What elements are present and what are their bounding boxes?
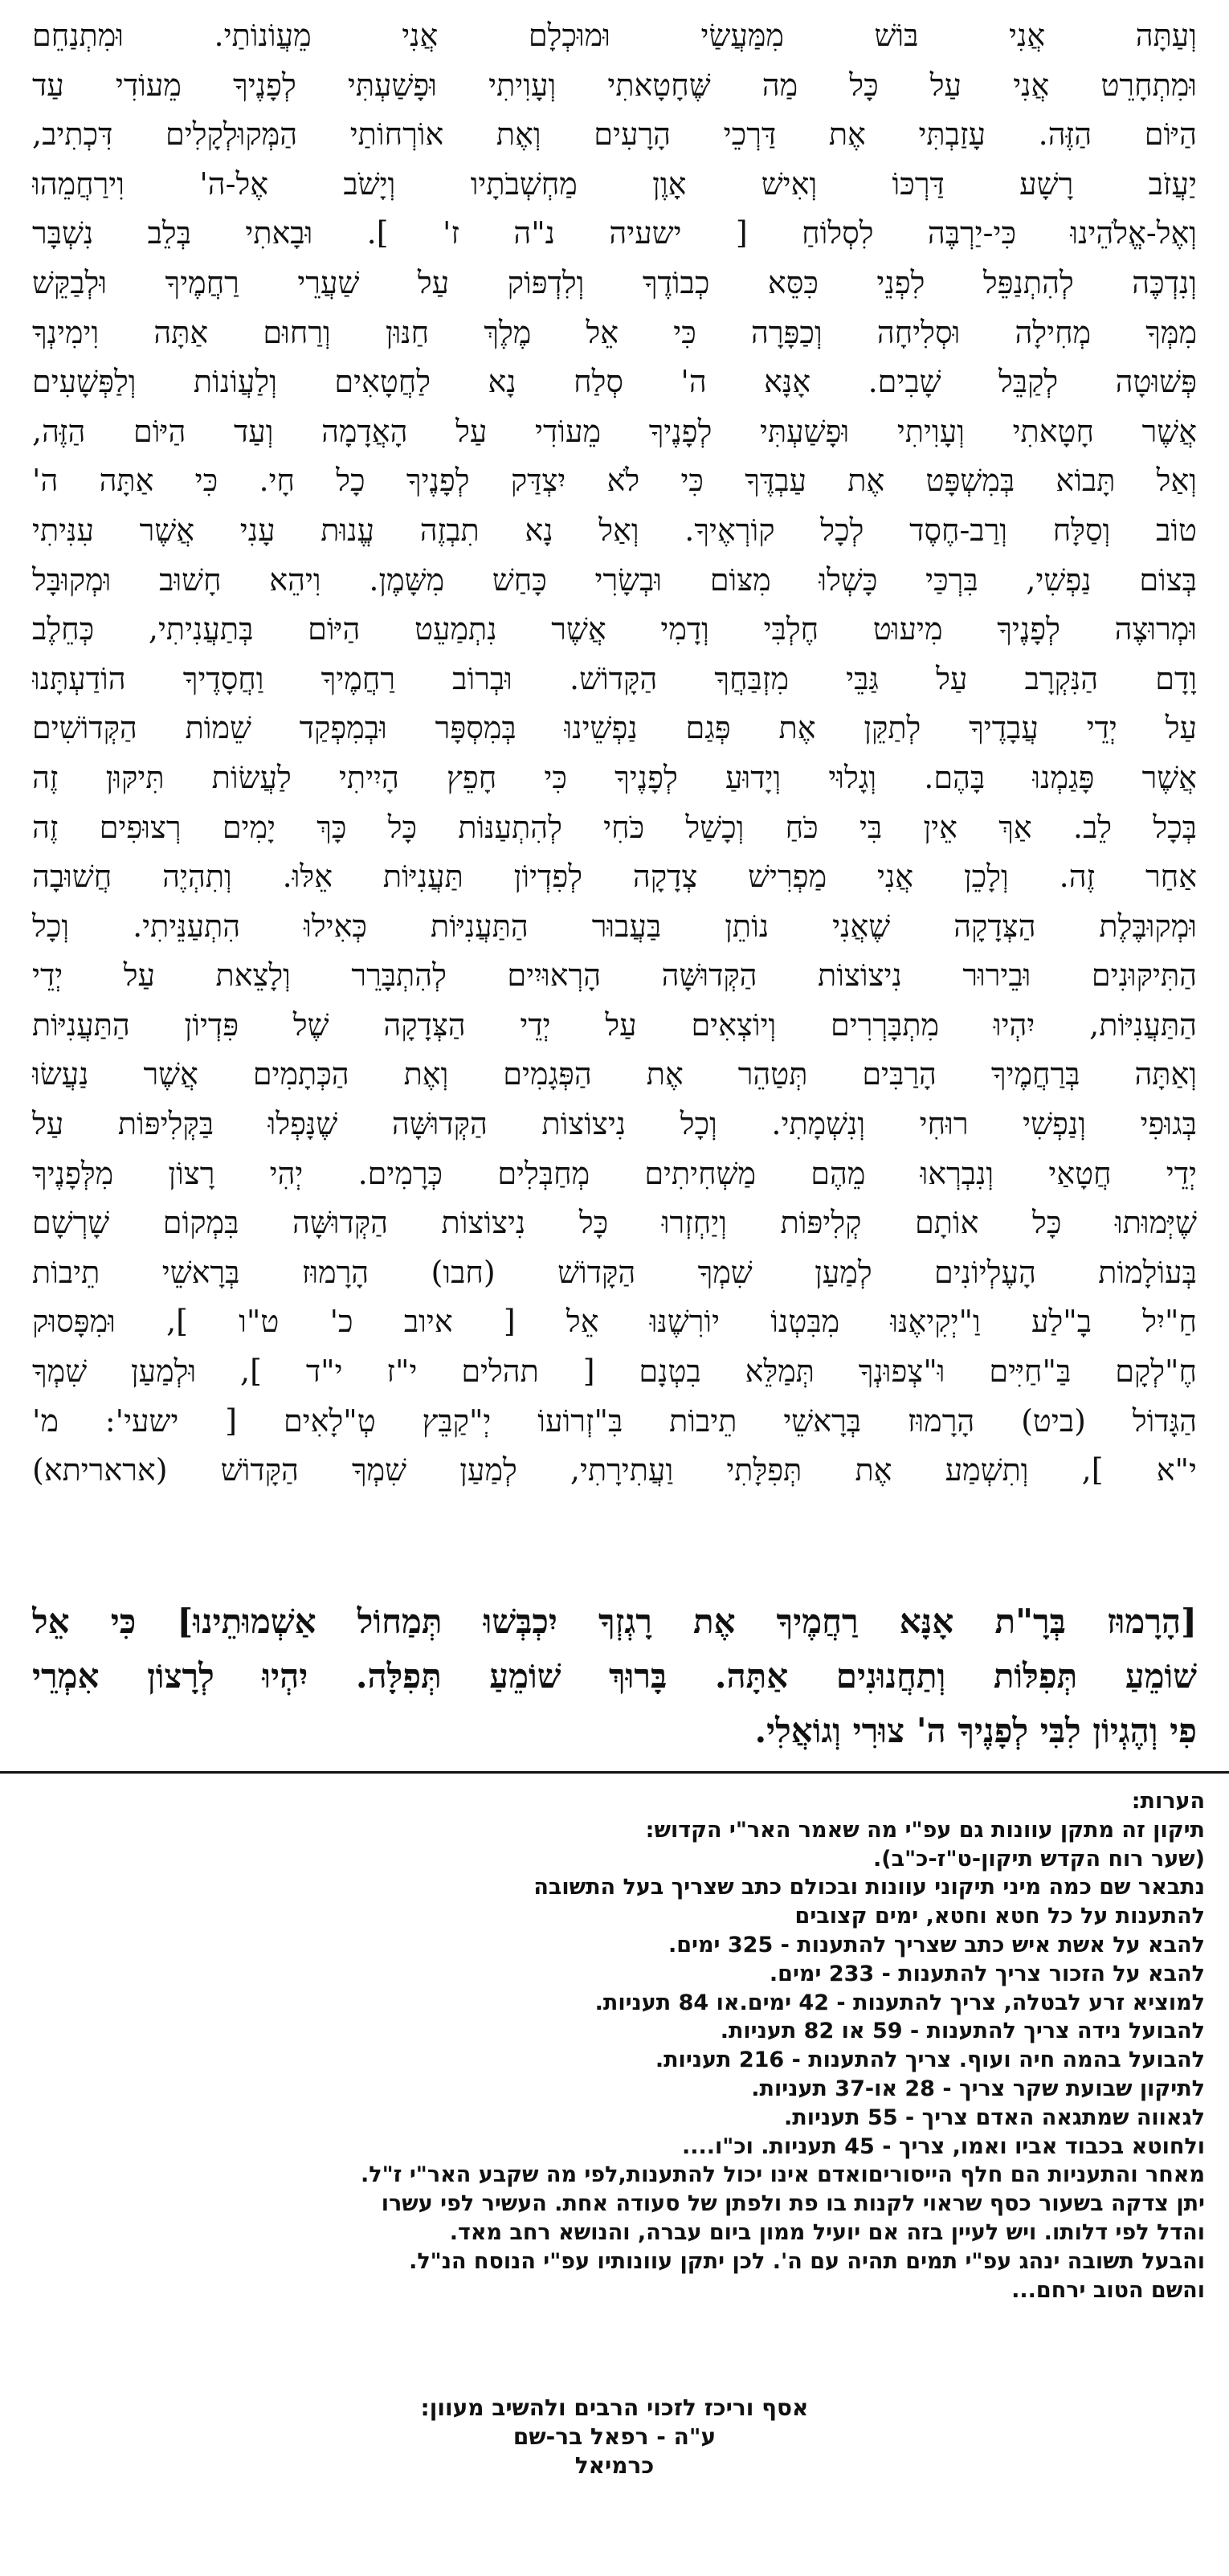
- prayer-line: וּמִתְחָרֵט אֲנִי עַל כָּל מַה שֶּׁחָטָאתִי וְעָוִיתִי וּפָשַׁעְתִּי לְפָנֶיךָ מֵעוֹדִי עַד: [32, 67, 1197, 103]
- section-divider: [0, 1771, 1229, 1774]
- prayer-line: הַגָּדוֹל (ביט) הָרָמוּז בְּרָאשֵׁי תֵיבוֹת בִּ"זְרוֹעוֹ יְ"קַבֵּץ טְ"לָאִים [ ישעי': מ': [32, 1402, 1197, 1439]
- notes-lines: [24, 1816, 1205, 2305]
- prayer-line: וּמְרוּצֶה לְפָנֶיךָ מִיעוּט חֶלְבִּי וְדָמִי אֲשֶׁר נִתְמַעֵט הַיּוֹם בְּתַעֲנִיתִי, כְּחֵלֶב: [32, 611, 1197, 647]
- note-line: להבא על אשת איש כתב שצריך להתענות - 325 ימים.: [668, 1932, 1205, 1958]
- prayer-line: אֲשֶׁר פָּגַמְנוּ בָּהֶם. וְגָלוּי וְיָדוּעַ לְפָנֶיךָ כִּי חָפֵץ הָיִיתִי לַעֲשׂוֹת תִּיקּוּן זֶה: [32, 759, 1197, 795]
- prayer-line: וְאֶל-אֱלֹהֵינוּ כִּי-יַרְבֶּה לִסְלוֹחַ [ ישעיה נ"ה ז' ]. וּבָאתִי בְּלֵב נִשְׁבָּר: [32, 215, 1197, 251]
- prayer-line: וְאַל תָּבוֹא בְּמִשְׁפָּט אֶת עַבְדֶּךָ כִּי לֹא יִצְדַּק לְפָנֶיךָ כָל חָי. כִּי אַתָּה ה': [32, 463, 1197, 499]
- note-line: תיקון זה מתקן עוונות גם עפ"י מה שאמר האר"י הקדוש:: [645, 1817, 1205, 1843]
- note-line: לתיקון שבועת שקר צריך - 28 או-37 תעניות.: [751, 2076, 1205, 2101]
- notes-heading: הערות:: [1131, 1789, 1205, 1814]
- closing-line: פִי וְהֶגְיוֹן לִבִּי לְפָנֶיךָ ה' צוּרִי וְגוֹאֲלִי.: [754, 1711, 1197, 1750]
- note-line: ולחוטא בכבוד אביו ואמו, צריך - 45 תעניות. וכ"ו....: [681, 2133, 1205, 2159]
- prayer-line: יְדֵי חֲטָאַי וְנִבְרְאוּ מֵהֶם מַשְׁחִיתִים מְחַבְּלִים כְּרָמִים. יְהִי רָצוֹן מִלְּפָנֶיךָ: [32, 1155, 1197, 1191]
- prayer-line: אֲשֶׁר חָטָאתִי וְעָוִיתִי וּפָשַׁעְתִּי לְפָנֶיךָ מֵעוֹדִי עַל הָאֲדָמָה וְעַד הַיּוֹם הַזֶּה,: [32, 413, 1197, 449]
- note-line: להבועל נידה צריך להתענות - 59 או 82 תעניות.: [720, 2019, 1205, 2044]
- prayer-line: שֶׁיְּמוּתוּ כָּל אוֹתָם קְלִיפּוֹת וְיַחְזְרוּ כָּל נִיצוֹצוֹת הַקְּדוּשָּׁה בִּמְקוֹם שָׁרְשָׁם: [32, 1205, 1197, 1241]
- prayer-line: וְאַתָּה בְּרַחֲמֶיךָ הָרַבִּים תְּטַהֵר אֶת הַפְּגָמִים וְאֶת הַכְּתָמִים אֲשֶׁר נַעֲשׂוּ: [32, 1056, 1197, 1092]
- prayer-line: וָדָם הַנִּקְרָב עַל גַּבֵּי מִזְבַּחֲךָ הַקָּדוֹשׁ. וּבְרוֹב רַחֲמֶיךָ וַחֲסָדֶיךָ הוֹדַעְתָּנוּ: [32, 660, 1197, 696]
- prayer-line: וּמְקוּבֶּלֶת הַצְּדָקָה שֶׁאֲנִי נוֹתֵן בַּעֲבוּר הַתַּעֲנִיּוֹת כְּאִילוּ הִתְעַנֵּיתִי. וְכָל: [32, 908, 1197, 944]
- prayer-line: הַיּוֹם הַזֶּה. עָזַבְתִּי אֶת דַּרְכֵי הָרָעִים וְאֶת אוֹרְחוֹתַי הַמְּקוּלְקָלִים דִּכְתִיב,: [32, 116, 1197, 153]
- prayer-line: בְּצוֹם נַפְשִׁי, בִּרְכַּי כָּשְׁלוּ מִצּוֹם וּבְשָׂרִי כָּחַשׁ מִשָּׁמֶן. וִיהֵא חָשׁוּב וּמְקוּבָּל: [32, 561, 1197, 598]
- prayer-line: י"א ], וְתִשְׁמַע אֶת תְּפִלָּתִי וַעֲתִירָתִי, לְמַעַן שִׁמְךָ הַקָּדוֹשׁ (אראריתא): [32, 1452, 1197, 1488]
- notes-section: [24, 1787, 1205, 2305]
- prayer-line: עַל יְדֵי עֲבָדֶיךָ לְתַקֵּן אֶת פְּגַם נַפְשֵׁינוּ בְּמִסְפָּר וּבְמִפְקַד שֵׁמוֹת הַקְּדוֹשִׁים: [32, 710, 1197, 746]
- prayer-line: בְּגוּפִי וְנַפְשִׁי רוּחִי וְנִשְׁמָתִי. וְכָל נִיצוֹצוֹת הַקְּדוּשָּׁה שֶׁנָּפְלוּ בַּקְּלִיפּוֹת עַל: [32, 1106, 1197, 1142]
- prayer-line: הַתִּיקּוּנִים וּבֵירוּר נִיצוֹצוֹת הַקְּדוּשָּׁה הָרְאוּיִים לְהִתְבָּרֵר וְלָצֵאת עַל יְדֵי: [32, 957, 1197, 994]
- prayer-line: טוֹב וְסַלָּח וְרַב-חֶסֶד לְכָל קוֹרְאֶיךָ. וְאַל נָא תִבְזֶה עֱנוּת עָנִי אֲשֶׁר עִנִּיתִי: [32, 512, 1197, 548]
- note-line: לגאווה שמתגאה האדם צריך - 55 תעניות.: [784, 2104, 1205, 2130]
- note-line: להתענות על כל חטא וחטא, ימים קצובים: [794, 1904, 1205, 1929]
- prayer-line: יַעֲזֹב רָשָׁע דַּרְכּוֹ וְאִישׁ אָוֶן מַחְשְׁבֹתָיו וְיָשֹׁב אֶל-ה' וִירַחֲמֵהוּ: [32, 165, 1197, 202]
- prayer-line: חַ"יִל בָ"לַע וַ"יְקִיאֶנּוּ מִבִּטְנוֹ יוֹרִשֶׁנּוּ אֵל [ איוב כ' ט"ו ], וּמִפָּסוּק: [32, 1304, 1197, 1340]
- prayer-text: [32, 11, 1197, 1496]
- note-line: והדל לפי דלותו. ויש לעיין בזה אם יועיל ממון ביום עברה, והנושא רחב מאד.: [449, 2219, 1205, 2245]
- credit-name: ע"ה - רפאל בר-שם: [512, 2423, 717, 2450]
- prayer-line: וְנִדְכֶּה לְהִתְנַפֵּל לִפְנֵי כִּסֵּא כְבוֹדֶךָ וְלִדְפּוֹק עַל שַׁעֲרֵי רַחֲמֶיךָ וּלְבַקֵּשׁ: [32, 264, 1197, 300]
- credit-city: כרמיאל: [574, 2452, 655, 2479]
- closing-line: שׁוֹמֵעַ תְּפִלּוֹת וְתַחֲנוּנִים אַתָּה. בָּרוּךְ שׁוֹמֵעַ תְּפִלָּה. יִהְיוּ לְרָצוֹן אִמְרֵי: [32, 1656, 1197, 1696]
- prayer-line: בְּעוֹלָמוֹת הָעֶלְיוֹנִים לְמַעַן שִׁמְךָ הַקָּדוֹשׁ (חבו) הָרָמוּז בְּרָאשֵׁי תֵיבוֹת: [32, 1254, 1197, 1290]
- note-line: להבא על הזכור צריך להתענות - 233 ימים.: [769, 1961, 1205, 1986]
- compiler-credit: [0, 2394, 1229, 2480]
- note-line: (שער רוח הקדש תיקון-ט"ז-כ"ב).: [873, 1846, 1205, 1872]
- prayer-line: הַתַּעֲנִיּוֹת, יִהְיוּ מִתְבָּרְרִים וְיוֹצְאִים עַל יְדֵי הַצְּדָקָה שֶׁל פִּדְיוֹן הַתַּעֲנִיּוֹת: [32, 1006, 1197, 1043]
- note-line: להבועל בהמה חיה ועוף. צריך להתענות - 216 תעניות.: [655, 2047, 1205, 2073]
- prayer-line: מִמְּךָ מְחִילָה וּסְלִיחָה וְכַפָּרָה כִּי אֵל מֶלֶךְ חַנּוּן וְרַחוּם אַתָּה וִימִינְךָ: [32, 314, 1197, 350]
- note-line: יתן צדקה בשעור כסף שראוי לקנות בו פת ולפתן של סעודה אחת. העשיר לפי עשרו: [381, 2191, 1205, 2217]
- note-line: והשם הטוב ירחם...: [1011, 2277, 1205, 2303]
- note-line: והבעל תשובה ינהג עפ"י תמים תהיה עם ה'. לכן יתקן עוונותיו עפ"י הנוסח הנ"ל.: [409, 2248, 1205, 2274]
- note-line: למוציא זרע לבטלה, צריך להתענות - 42 ימים.או 84 תעניות.: [594, 1990, 1205, 2015]
- note-line: מאחר והתעניות הם חלף הייסוריםואדם אינו יכול להתענות,לפי מה שקבע האר"י ז"ל.: [360, 2162, 1205, 2188]
- credit-line-1: אסף וריכז לזכוי הרבים ולהשיב מעוון:: [420, 2394, 809, 2421]
- prayer-line: אַחַר זֶה. וְלָכֵן אֲנִי מַפְרִישׁ צְדָקָה לְפִדְיוֹן תַּעֲנִיּוֹת אֵלּוּ. וְתִהְיֶה חֲשׁוּבָה: [32, 859, 1197, 895]
- note-line: נתבאר שם כמה מיני תיקוני עוונות ובכולם כתב שצריך בעל התשובה: [533, 1875, 1205, 1900]
- prayer-line: פְּשׁוּטָה לְקַבֵּל שָׁבִים. אָנָּא ה' סְלַח נָא לַחֲטָאִים וְלַעֲוֹנוֹת וְלַפְּשָׁעִים: [32, 364, 1197, 400]
- prayer-line: חֶ"לְקָם בַּ"חַיִּים וּ"צְפוּנְךָ תְּמַלֵּא בִטְנָם [ תהלים י"ז י"ד ], וּלְמַעַן שִׁמְךָ: [32, 1353, 1197, 1390]
- prayer-line: בְּכָל לֵב. אַךְ אֵין בִּי כֹּחַ וְכָשַׁל כֹּחִי לְהִתְעַנּוֹת כָּל כָּךְ יָמִים רְצוּפִים זֶה: [32, 809, 1197, 845]
- closing-line: [הָרָמוּז בְּרָ"ת אָנָּא רַחֲמֶיךָ אֶת רָגְזְךָ יִכְבְּשׁוּ תְּמַחוֹל אַשְׁמוּתֵינוּ] כִּי אֵל: [32, 1602, 1197, 1641]
- prayer-line: וְעַתָּה אֲנִי בּוֹשׁ מִמַּעֲשַׂי וּמוּכְלָם אֲנִי מֵעֲוֹנוֹתַי. וּמִתְנַחֵם: [32, 18, 1197, 53]
- closing-blessing: [32, 1594, 1197, 1758]
